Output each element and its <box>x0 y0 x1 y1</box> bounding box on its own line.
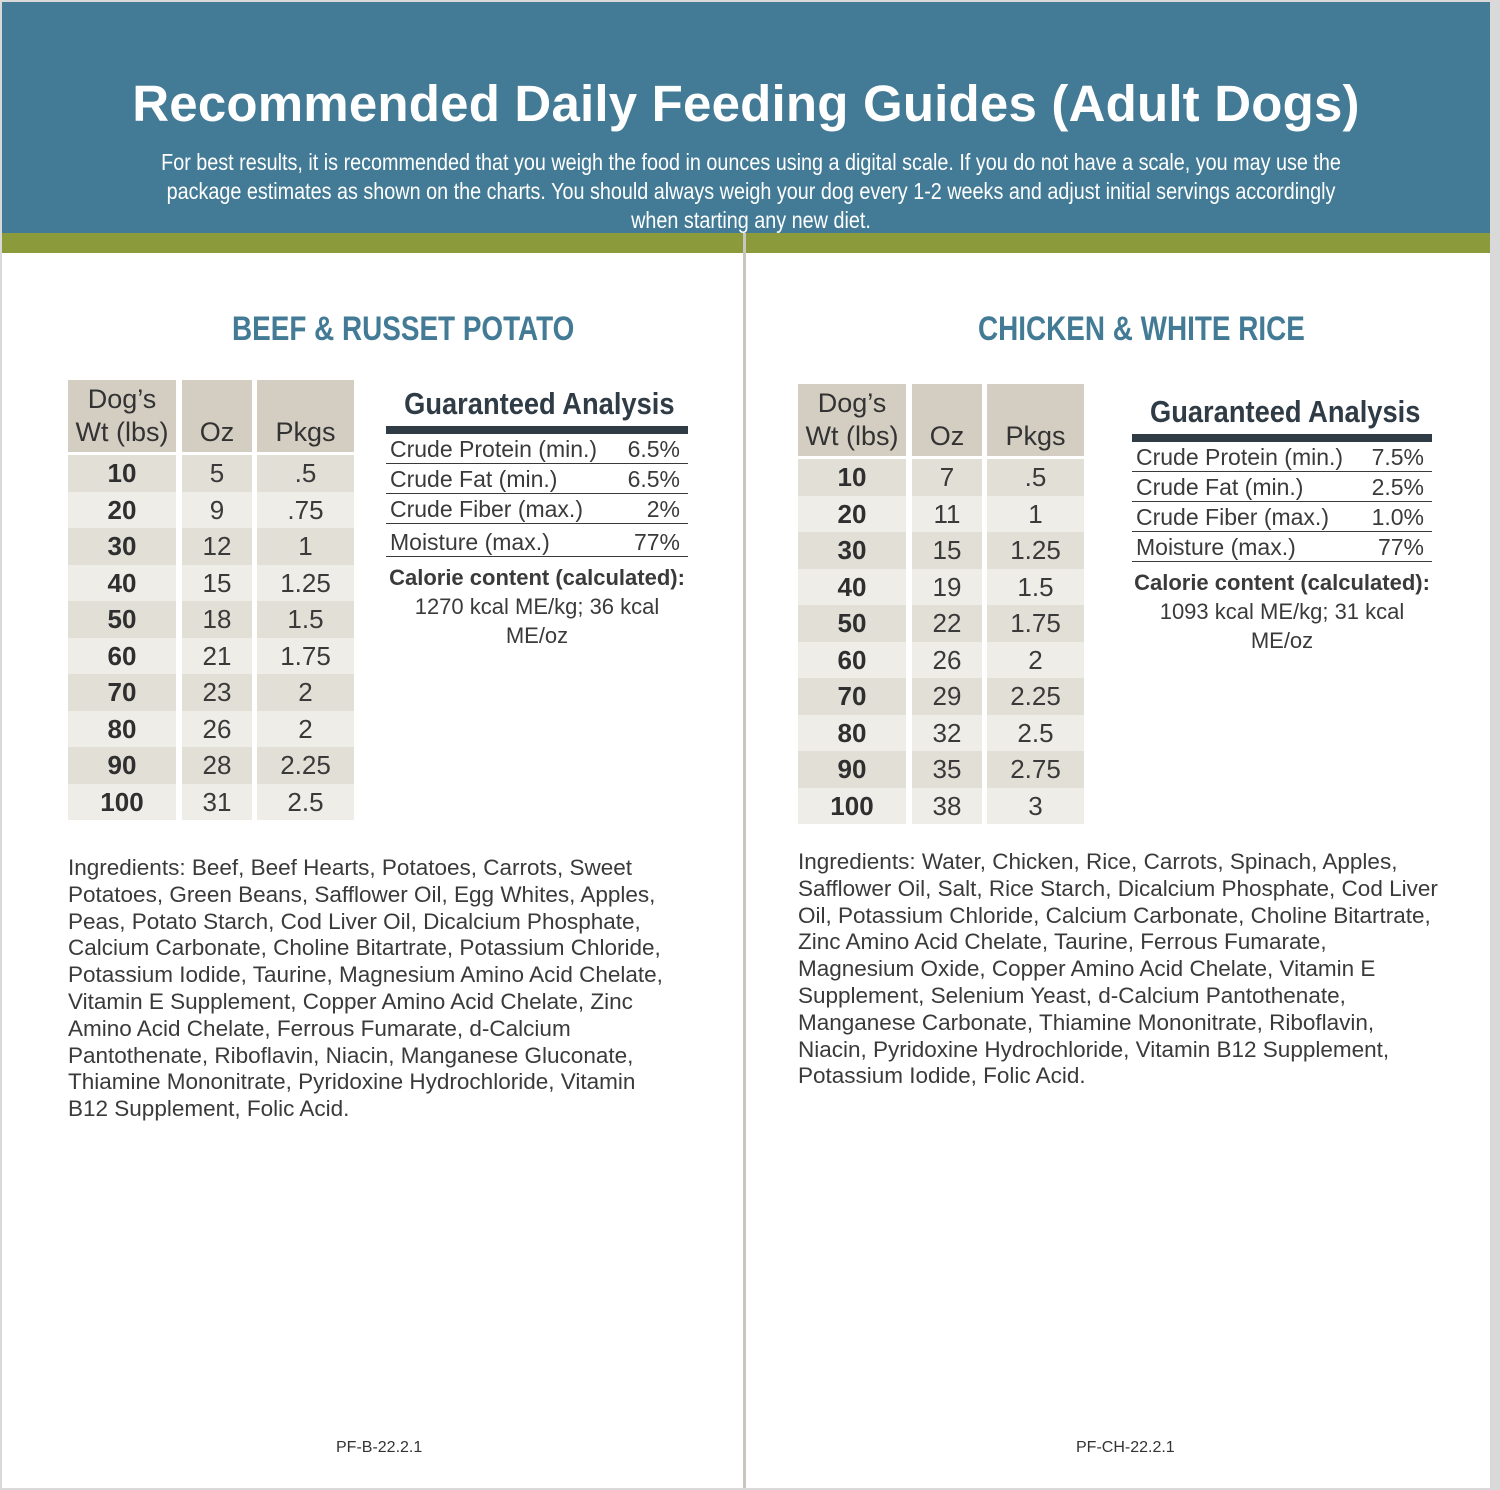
analysis-value: 7.5% <box>1371 444 1424 470</box>
table-cell-wt: 30 <box>68 528 176 565</box>
table-cell-wt: 30 <box>798 532 906 569</box>
analysis-row <box>1132 532 1432 562</box>
table-cell-oz: 23 <box>182 674 252 711</box>
table-cell-oz: 26 <box>182 711 252 748</box>
table-cell-oz: 5 <box>182 455 252 492</box>
calorie-content <box>1132 568 1432 655</box>
table-cell-wt: 20 <box>68 492 176 529</box>
calorie-value: 1270 kcal ME/kg; 36 kcal ME/oz <box>414 594 660 648</box>
table-cell-wt: 100 <box>68 784 176 821</box>
analysis-label: Crude Fat (min.) <box>1136 474 1304 500</box>
guaranteed-analysis <box>1132 394 1432 655</box>
column-header-oz: Oz <box>182 380 252 452</box>
analysis-title: Guaranteed Analysis <box>1150 394 1421 429</box>
analysis-rule <box>386 426 688 434</box>
analysis-value: 6.5% <box>627 436 680 462</box>
table-cell-wt: 100 <box>798 788 906 825</box>
table-cell-pkgs: 1.75 <box>987 605 1084 642</box>
header-banner <box>2 2 1490 233</box>
analysis-row <box>386 434 688 464</box>
table-cell-oz: 15 <box>912 532 982 569</box>
table-cell-oz: 21 <box>182 638 252 675</box>
analysis-value: 1.0% <box>1371 504 1424 530</box>
table-cell-oz: 15 <box>182 565 252 602</box>
table-cell-pkgs: 1 <box>987 496 1084 533</box>
analysis-row <box>386 524 688 557</box>
table-cell-wt: 90 <box>68 747 176 784</box>
column-header-wt: Dog’s Wt (lbs) <box>798 384 906 456</box>
analysis-label: Crude Fiber (max.) <box>1136 504 1329 530</box>
guaranteed-analysis <box>386 386 688 650</box>
column-header-wt: Dog’s Wt (lbs) <box>68 380 176 452</box>
analysis-value: 77% <box>633 529 680 555</box>
table-cell-pkgs: 1.75 <box>257 638 354 675</box>
table-cell-oz: 7 <box>912 459 982 496</box>
recipe-panel-chicken <box>746 253 1490 1488</box>
calorie-value: 1093 kcal ME/kg; 31 kcal ME/oz <box>1159 599 1405 653</box>
column-header-pkgs: Pkgs <box>987 384 1084 456</box>
table-cell-oz: 9 <box>182 492 252 529</box>
table-cell-wt: 70 <box>798 678 906 715</box>
column-header-pkgs: Pkgs <box>257 380 354 452</box>
feeding-table <box>798 384 1086 824</box>
feeding-table <box>68 380 356 820</box>
analysis-value: 2.5% <box>1371 474 1424 500</box>
table-cell-wt: 40 <box>68 565 176 602</box>
analysis-title: Guaranteed Analysis <box>404 386 675 421</box>
product-code: PF-CH-22.2.1 <box>1076 1439 1175 1456</box>
analysis-label: Moisture (max.) <box>390 529 550 555</box>
table-cell-oz: 38 <box>912 788 982 825</box>
table-cell-pkgs: 2.5 <box>257 784 354 821</box>
table-cell-oz: 32 <box>912 715 982 752</box>
analysis-value: 2% <box>646 496 680 522</box>
table-cell-pkgs: 2 <box>257 711 354 748</box>
table-cell-oz: 18 <box>182 601 252 638</box>
table-cell-wt: 40 <box>798 569 906 606</box>
analysis-row <box>1132 442 1432 472</box>
table-cell-oz: 26 <box>912 642 982 679</box>
ingredients-text: Ingredients: Beef, Beef Hearts, Potatoes, Carrots, Sweet Potatoes, Green Beans, Safflower Oil, Egg Whites, Apples, Peas, Potato Starch, Cod Liver Oil, Dicalcium Phosphate, Calcium Carbonate, Choline Bitartrate, Potassium Chloride, Potassium Iodide, Taurine, Magnesium Amino Acid Chelate, Vitamin E Supplement, Copper Amino Acid Chelate, Zinc Amino Acid Chelate, Ferrous Fumarate, d-Calcium Pantothenate, Riboflavin, Niacin, Manganese Gluconate, Thiamine Mononitrate, Pyridoxine Hydrochloride, Vitamin B12 Supplement, Folic Acid. <box>68 855 663 1122</box>
product-code: PF-B-22.2.1 <box>336 1439 423 1456</box>
table-cell-wt: 50 <box>68 601 176 638</box>
table-cell-pkgs: 2.75 <box>987 751 1084 788</box>
analysis-value: 6.5% <box>627 466 680 492</box>
calorie-label: Calorie content (calculated): <box>389 565 685 590</box>
table-cell-wt: 50 <box>798 605 906 642</box>
calorie-label: Calorie content (calculated): <box>1134 570 1430 595</box>
analysis-row <box>1132 502 1432 532</box>
analysis-label: Crude Fiber (max.) <box>390 496 583 522</box>
table-cell-wt: 60 <box>68 638 176 675</box>
table-cell-oz: 11 <box>912 496 982 533</box>
table-cell-oz: 19 <box>912 569 982 606</box>
table-cell-wt: 90 <box>798 751 906 788</box>
recipe-title: BEEF & RUSSET POTATO <box>232 310 575 348</box>
table-cell-pkgs: 2 <box>257 674 354 711</box>
analysis-rows <box>386 434 688 557</box>
analysis-row <box>386 494 688 524</box>
ingredients-text: Ingredients: Water, Chicken, Rice, Carrots, Spinach, Apples, Safflower Oil, Salt, Rice Starch, Dicalcium Phosphate, Cod Liver Oil, Potassium Chloride, Calcium Carbonate, Choline Bitartrate, Zinc Amino Acid Chelate, Taurine, Ferrous Fumarate, Magnesium Oxide, Copper Amino Acid Chelate, Vitamin E Supplement, Selenium Yeast, d-Calcium Pantothenate, Manganese Carbonate, Thiamine Mononitrate, Riboflavin, Niacin, Pyridoxine Hydrochloride, Vitamin B12 Supplement, Potassium Iodide, Folic Acid. <box>798 849 1438 1089</box>
table-cell-oz: 28 <box>182 747 252 784</box>
table-cell-pkgs: .5 <box>987 459 1084 496</box>
page-subtitle: For best results, it is recommended that you weigh the food in ounces using a digital scale. If you do not have a scale, you may use the package estimates as shown on the charts. You should always weigh your dog every 1-2 weeks and adjust initial servings accordingly when starting any new diet. <box>161 149 1341 233</box>
accent-bar <box>2 233 1490 253</box>
table-cell-wt: 70 <box>68 674 176 711</box>
analysis-row <box>386 464 688 494</box>
page-title: Recommended Daily Feeding Guides (Adult Dogs) <box>132 75 1360 132</box>
table-cell-pkgs: 3 <box>987 788 1084 825</box>
analysis-rule <box>1132 434 1432 442</box>
table-cell-oz: 35 <box>912 751 982 788</box>
analysis-label: Crude Protein (min.) <box>390 436 598 462</box>
table-cell-oz: 29 <box>912 678 982 715</box>
table-cell-wt: 10 <box>798 459 906 496</box>
analysis-label: Crude Fat (min.) <box>390 466 558 492</box>
column-header-oz: Oz <box>912 384 982 456</box>
calorie-content <box>386 563 688 650</box>
table-cell-pkgs: 2.25 <box>987 678 1084 715</box>
recipe-panel-beef <box>2 253 743 1488</box>
analysis-row <box>1132 472 1432 502</box>
table-cell-pkgs: 1 <box>257 528 354 565</box>
table-cell-pkgs: .75 <box>257 492 354 529</box>
table-cell-pkgs: 2 <box>987 642 1084 679</box>
analysis-label: Moisture (max.) <box>1136 534 1296 560</box>
table-cell-oz: 22 <box>912 605 982 642</box>
table-cell-pkgs: 2.25 <box>257 747 354 784</box>
table-cell-wt: 80 <box>798 715 906 752</box>
table-cell-pkgs: 1.25 <box>987 532 1084 569</box>
analysis-rows <box>1132 442 1432 562</box>
table-cell-oz: 12 <box>182 528 252 565</box>
table-cell-wt: 80 <box>68 711 176 748</box>
table-cell-wt: 20 <box>798 496 906 533</box>
analysis-label: Crude Protein (min.) <box>1136 444 1344 470</box>
table-cell-oz: 31 <box>182 784 252 821</box>
recipe-title: CHICKEN & WHITE RICE <box>978 310 1305 348</box>
table-cell-wt: 10 <box>68 455 176 492</box>
feeding-guide-page <box>2 2 1490 1488</box>
table-cell-pkgs: 2.5 <box>987 715 1084 752</box>
table-cell-pkgs: 1.5 <box>257 601 354 638</box>
table-cell-pkgs: 1.25 <box>257 565 354 602</box>
table-cell-pkgs: 1.5 <box>987 569 1084 606</box>
table-cell-pkgs: .5 <box>257 455 354 492</box>
table-cell-wt: 60 <box>798 642 906 679</box>
analysis-value: 77% <box>1377 534 1424 560</box>
